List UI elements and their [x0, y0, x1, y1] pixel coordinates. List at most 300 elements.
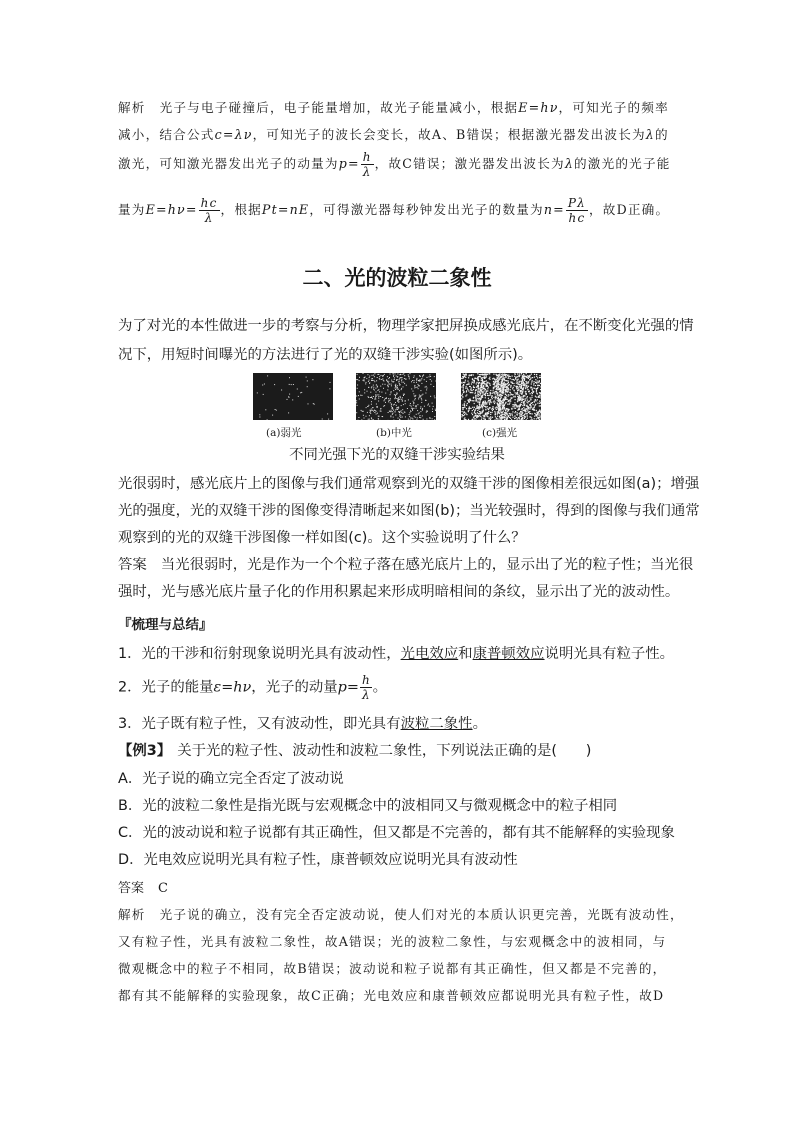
speckle — [499, 378, 500, 379]
speckle — [532, 419, 533, 420]
speckle — [488, 387, 489, 388]
speckle — [385, 402, 386, 403]
speckle — [419, 385, 420, 386]
speckle — [525, 400, 526, 401]
speckle — [510, 385, 511, 386]
figure-c-strong-light — [461, 373, 541, 420]
weak-light-pattern — [253, 373, 333, 420]
speckle — [377, 394, 378, 395]
speckle — [397, 374, 398, 375]
speckle — [532, 409, 533, 410]
speckle — [477, 402, 478, 403]
speckle — [491, 409, 492, 410]
speckle — [470, 408, 471, 409]
speckle — [379, 378, 380, 379]
speckle — [371, 418, 372, 419]
speckle — [463, 385, 464, 386]
speckle — [515, 378, 516, 379]
speckle — [414, 375, 415, 376]
speckle — [470, 400, 471, 401]
speckle — [535, 414, 536, 415]
analysis-label: 解析 — [118, 100, 146, 115]
speckle — [500, 397, 501, 398]
speckle — [382, 378, 383, 379]
speckle — [528, 382, 529, 383]
speckle — [388, 398, 389, 399]
speckle — [381, 375, 382, 376]
speckle — [531, 395, 532, 396]
speckle — [359, 380, 360, 381]
speckle — [265, 409, 266, 410]
speckle — [480, 416, 481, 417]
speckle — [464, 405, 465, 406]
speckle — [414, 386, 415, 387]
speckle — [462, 394, 463, 395]
speckle — [496, 374, 497, 375]
example-analysis-line-3: 微观概念中的粒子不相同，故B错误；波动说和粒子说都有其正确性，但又都是不完善的， — [118, 961, 667, 976]
speckle — [523, 407, 524, 408]
speckle — [388, 401, 389, 402]
speckle — [523, 377, 524, 378]
speckle — [499, 416, 500, 417]
speckle — [510, 392, 511, 393]
speckle — [401, 412, 402, 413]
speckle — [495, 397, 496, 398]
speckle — [486, 382, 487, 383]
speckle — [477, 391, 478, 392]
speckle — [402, 374, 403, 375]
speckle — [485, 393, 486, 394]
speckle — [475, 396, 476, 397]
speckle — [487, 402, 488, 403]
speckle — [399, 383, 400, 384]
speckle — [472, 392, 473, 393]
speckle — [420, 376, 421, 377]
speckle — [531, 377, 532, 378]
speckle — [399, 412, 400, 413]
speckle — [513, 387, 514, 388]
figure-label-c: (c)强光 — [482, 427, 518, 439]
speckle — [362, 411, 363, 412]
speckle — [512, 382, 513, 383]
speckle — [540, 392, 541, 393]
speckle — [495, 412, 496, 413]
speckle — [395, 402, 396, 403]
speckle — [379, 391, 380, 392]
speckle — [498, 404, 499, 405]
speckle — [496, 383, 497, 384]
option-c: C．光的波动说和粒子说都有其正确性，但又都是不完善的，都有其不能解释的实验现象 — [118, 825, 675, 841]
speckle — [482, 391, 483, 392]
speckle — [521, 414, 522, 415]
speckle — [371, 409, 372, 410]
speckle — [500, 390, 501, 391]
speckle — [497, 377, 498, 378]
speckle — [462, 390, 463, 391]
speckle — [493, 392, 494, 393]
speckle — [476, 420, 477, 421]
speckle — [534, 416, 535, 417]
speckle — [377, 390, 378, 391]
speckle — [398, 408, 399, 409]
speckle — [507, 408, 508, 409]
speckle — [388, 378, 389, 379]
speckle — [470, 375, 471, 376]
speckle — [533, 383, 534, 384]
speckle — [518, 375, 519, 376]
speckle — [426, 389, 427, 390]
speckle — [394, 394, 395, 395]
speckle — [493, 390, 494, 391]
speckle — [501, 412, 502, 413]
speckle — [490, 419, 491, 420]
speckle — [384, 400, 385, 401]
speckle — [521, 412, 522, 413]
speckle — [398, 389, 399, 390]
speckle — [508, 394, 509, 395]
speckle — [399, 378, 400, 379]
example-answer — [118, 877, 168, 896]
speckle — [539, 403, 540, 404]
speckle — [393, 375, 394, 376]
speckle — [530, 397, 531, 398]
speckle — [497, 393, 498, 394]
equation: c=λν — [214, 127, 253, 142]
speckle — [422, 408, 423, 409]
speckle — [370, 392, 371, 393]
speckle — [373, 419, 374, 420]
speckle — [521, 394, 522, 395]
speckle — [504, 382, 505, 383]
speckle — [484, 406, 485, 407]
speckle — [526, 373, 527, 374]
speckle — [474, 380, 475, 381]
speckle — [484, 404, 485, 405]
speckle — [378, 420, 379, 421]
speckle — [537, 397, 538, 398]
speckle — [391, 408, 392, 409]
speckle — [534, 381, 535, 382]
intro-line-1: 为了对光的本性做进一步的考察与分析，物理学家把屏换成感光底片，在不断变化光强的情 — [118, 318, 694, 334]
speckle — [520, 404, 521, 405]
speckle — [397, 409, 398, 410]
speckle — [483, 418, 484, 419]
speckle — [466, 394, 467, 395]
speckle — [526, 401, 527, 402]
speckle — [531, 397, 532, 398]
speckle — [516, 387, 517, 388]
speckle — [530, 399, 531, 400]
speckle — [514, 408, 515, 409]
speckle — [464, 401, 465, 402]
speckle — [501, 382, 502, 383]
speckle — [481, 419, 482, 420]
speckle — [412, 410, 413, 411]
speckle — [522, 379, 523, 380]
speckle — [488, 412, 489, 413]
speckle — [501, 385, 502, 386]
speckle — [473, 398, 474, 399]
speckle — [421, 399, 422, 400]
speckle — [507, 411, 508, 412]
speckle — [535, 404, 536, 405]
speckle — [474, 412, 475, 413]
speckle — [387, 376, 388, 377]
speckle — [532, 393, 533, 394]
speckle — [356, 379, 357, 380]
speckle — [502, 416, 503, 417]
speckle — [539, 417, 540, 418]
speckle — [506, 389, 507, 390]
speckle — [497, 375, 498, 376]
speckle — [395, 415, 396, 416]
speckle — [521, 402, 522, 403]
speckle — [364, 379, 365, 380]
speckle — [480, 413, 481, 414]
speckle — [461, 378, 462, 379]
speckle — [397, 379, 398, 380]
speckle — [376, 404, 377, 405]
speckle — [512, 411, 513, 412]
speckle — [527, 396, 528, 397]
speckle — [421, 378, 422, 379]
speckle — [375, 394, 376, 395]
speckle — [492, 395, 493, 396]
speckle — [534, 377, 535, 378]
speckle — [532, 391, 533, 392]
speckle — [426, 412, 427, 413]
speckle — [483, 416, 484, 417]
speckle — [414, 395, 415, 396]
speckle — [513, 406, 514, 407]
speckle — [376, 392, 377, 393]
speckle — [373, 396, 374, 397]
speckle — [416, 419, 417, 420]
speckle — [365, 377, 366, 378]
speckle — [330, 382, 331, 383]
speckle — [516, 381, 517, 382]
speckle — [474, 403, 475, 404]
speckle — [527, 389, 528, 390]
speckle — [401, 399, 402, 400]
speckle — [417, 404, 418, 405]
speckle — [412, 408, 413, 409]
speckle — [462, 396, 463, 397]
speckle — [410, 410, 411, 411]
speckle — [395, 395, 396, 396]
speckle — [505, 392, 506, 393]
speckle — [314, 404, 315, 405]
speckle — [534, 406, 535, 407]
speckle — [481, 398, 482, 399]
speckle — [514, 376, 515, 377]
speckle — [497, 398, 498, 399]
speckle — [463, 415, 464, 416]
speckle — [508, 382, 509, 383]
speckle — [372, 410, 373, 411]
speckle — [427, 405, 428, 406]
speckle — [522, 408, 523, 409]
speckle — [393, 376, 394, 377]
speckle — [537, 382, 538, 383]
speckle — [512, 379, 513, 380]
speckle — [382, 384, 383, 385]
speckle — [403, 413, 404, 414]
speckle — [430, 379, 431, 380]
speckle — [364, 377, 365, 378]
speckle — [528, 381, 529, 382]
speckle — [395, 411, 396, 412]
figure-label-a: (a)弱光 — [266, 427, 302, 439]
speckle — [357, 379, 358, 380]
speckle — [493, 409, 494, 410]
speckle — [420, 411, 421, 412]
speckle — [366, 382, 367, 383]
medium-light-pattern — [356, 373, 436, 420]
speckle — [521, 385, 522, 386]
speckle — [475, 392, 476, 393]
speckle — [358, 395, 359, 396]
speckle — [477, 377, 478, 378]
speckle — [472, 407, 473, 408]
speckle — [518, 405, 519, 406]
speckle — [507, 399, 508, 400]
speckle — [503, 389, 504, 390]
speckle — [411, 381, 412, 382]
speckle — [385, 384, 386, 385]
speckle — [390, 411, 391, 412]
speckle — [519, 395, 520, 396]
speckle — [400, 415, 401, 416]
speckle — [387, 381, 388, 382]
speckle — [377, 377, 378, 378]
speckle — [363, 411, 364, 412]
speckle — [414, 399, 415, 400]
speckle — [409, 378, 410, 379]
speckle — [517, 414, 518, 415]
speckle — [534, 374, 535, 375]
speckle — [426, 381, 427, 382]
speckle — [536, 393, 537, 394]
speckle — [524, 403, 525, 404]
speckle — [510, 418, 511, 419]
speckle — [504, 419, 505, 420]
answer-value: C — [158, 881, 168, 896]
speckle — [487, 393, 488, 394]
speckle — [510, 399, 511, 400]
speckle — [469, 375, 470, 376]
speckle — [494, 400, 495, 401]
speckle — [505, 399, 506, 400]
speckle — [481, 386, 482, 387]
speckle — [465, 413, 466, 414]
speckle — [416, 414, 417, 415]
speckle — [472, 419, 473, 420]
speckle — [501, 383, 502, 384]
speckle — [402, 397, 403, 398]
speckle — [399, 385, 400, 386]
speckle — [475, 397, 476, 398]
speckle — [394, 379, 395, 380]
speckle — [406, 379, 407, 380]
speckle — [312, 379, 313, 380]
fraction: $\frac{h}{\lambda}$ — [361, 673, 370, 702]
speckle — [396, 393, 397, 394]
speckle — [371, 401, 372, 402]
speckle — [527, 413, 528, 414]
speckle — [537, 385, 538, 386]
speckle — [426, 419, 427, 420]
speckle — [510, 415, 511, 416]
speckle — [378, 389, 379, 390]
fraction: $\frac{P\lambda}{hc}$ — [567, 196, 586, 225]
speckle — [494, 379, 495, 380]
speckle — [489, 404, 490, 405]
speckle — [275, 409, 276, 410]
speckle — [537, 416, 538, 417]
speckle — [510, 381, 511, 382]
speckle — [466, 386, 467, 387]
speckle — [420, 381, 421, 382]
speckle — [539, 396, 540, 397]
speckle — [383, 388, 384, 389]
speckle — [402, 417, 403, 418]
speckle — [475, 393, 476, 394]
speckle — [476, 387, 477, 388]
speckle — [413, 405, 414, 406]
speckle — [418, 398, 419, 399]
speckle — [423, 419, 424, 420]
speckle — [527, 410, 528, 411]
speckle — [465, 395, 466, 396]
speckle — [377, 387, 378, 388]
speckle — [532, 413, 533, 414]
speckle — [494, 383, 495, 384]
analysis-line-2: 减小，结合公式c=λν，可知光子的波长会变长，故A、B错误；根据激光器发出波长为λ的 — [118, 127, 669, 142]
speckle — [480, 407, 481, 408]
speckle — [489, 400, 490, 401]
speckle — [472, 382, 473, 383]
speckle — [369, 415, 370, 416]
answer-line-2: 强时，光与感光底片量子化的作用积累起来形成明暗相间的条纹，显示出了光的波动性。 — [118, 584, 680, 600]
speckle — [479, 398, 480, 399]
speckle — [489, 377, 490, 378]
speckle — [499, 413, 500, 414]
speckle — [522, 398, 523, 399]
speckle — [395, 373, 396, 374]
speckle — [369, 376, 370, 377]
speckle — [507, 389, 508, 390]
speckle — [397, 407, 398, 408]
speckle — [401, 389, 402, 390]
speckle — [420, 415, 421, 416]
speckle — [396, 394, 397, 395]
speckle — [394, 404, 395, 405]
speckle — [506, 391, 507, 392]
speckle — [390, 394, 391, 395]
speckle — [274, 384, 275, 385]
speckle — [522, 400, 523, 401]
speckle — [463, 377, 464, 378]
speckle — [485, 409, 486, 410]
speckle — [367, 391, 368, 392]
speckle — [385, 393, 386, 394]
speckle — [461, 398, 462, 399]
speckle — [433, 386, 434, 387]
speckle — [479, 404, 480, 405]
speckle — [540, 405, 541, 406]
speckle — [370, 413, 371, 414]
